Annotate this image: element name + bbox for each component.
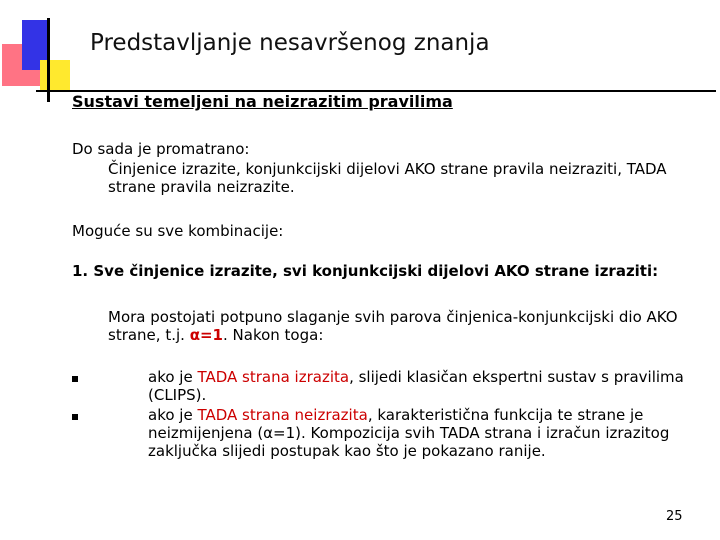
- match-text-before: Mora postojati potpuno slaganje svih parova činjenica-konjunkcijski dio AKO strane, t.j.: [108, 308, 678, 344]
- list-item-suffix: , slijedi klasičan ekspertni sustav s pravilima (CLIPS).: [148, 368, 684, 404]
- match-text-after: . Nakon toga:: [223, 326, 324, 344]
- intro-detail-text: Činjenice izrazite, konjunkcijski dijelovi AKO strane pravila neizraziti, TADA strane pravila neizrazite.: [108, 160, 667, 196]
- list-item-highlight: TADA strana izrazita: [197, 368, 350, 386]
- list-item-suffix: , karakteristična funkcija te strane je neizmijenjena (α=1). Kompozicija svih TADA strana i izračun izrazitog zaključka slijedi postupak kao što je pokazano ranije.: [148, 406, 670, 460]
- alpha-value: α=1: [189, 326, 223, 344]
- list-item-prefix: ako je: [148, 368, 198, 386]
- list-item: [148, 406, 708, 460]
- list-item-prefix: ako je: [148, 406, 198, 424]
- case-heading: 1. Sve činjenice izrazite, svi konjunkcijski dijelovi AKO strane izraziti:: [72, 262, 659, 280]
- match-paragraph: [108, 308, 708, 344]
- decor-yellow-square: [40, 60, 70, 90]
- intro-text: Do sada je promatrano:: [72, 140, 250, 158]
- combinations-text: Moguće su sve kombinacije:: [72, 222, 284, 240]
- slide-subtitle: Sustavi temeljeni na neizrazitim pravilima: [72, 92, 453, 111]
- list-item-highlight: TADA strana neizrazita: [197, 406, 368, 424]
- bullet-square-icon: [72, 414, 78, 420]
- list-item: [148, 368, 708, 404]
- bullet-square-icon: [72, 376, 78, 382]
- slide-title: Predstavljanje nesavršenog znanja: [90, 30, 490, 56]
- page-number: 25: [666, 509, 683, 524]
